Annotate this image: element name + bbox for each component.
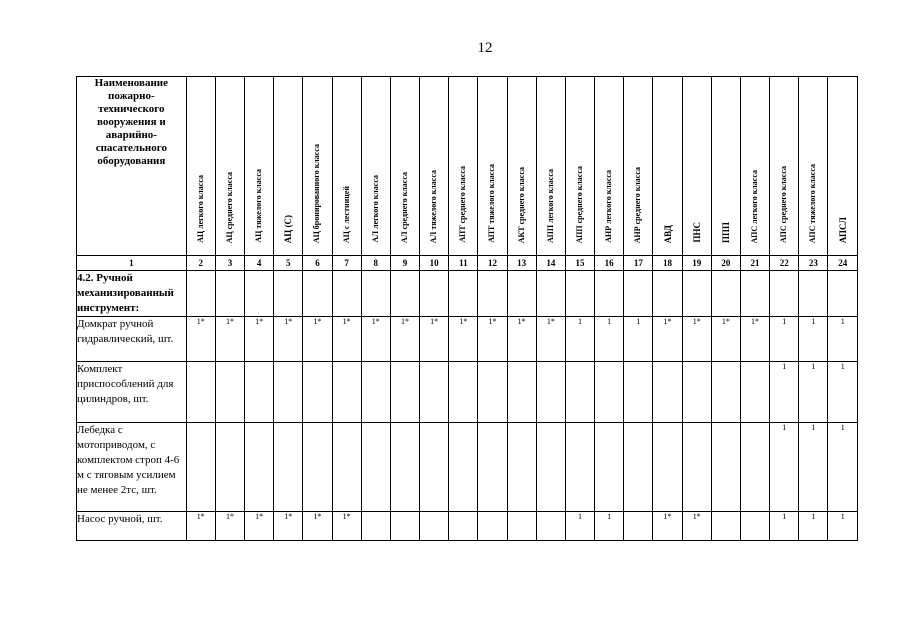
value-cell: 1* bbox=[536, 317, 565, 362]
value-cell: 1 bbox=[828, 512, 858, 541]
column-header-label: АЛ тяжелого класса bbox=[429, 169, 439, 243]
value-cell bbox=[770, 271, 799, 317]
column-number-row bbox=[77, 256, 858, 271]
column-number: 18 bbox=[653, 256, 682, 271]
value-cell bbox=[186, 362, 215, 423]
column-header bbox=[828, 77, 858, 256]
value-cell bbox=[799, 271, 828, 317]
value-cell: 1 bbox=[799, 423, 828, 512]
value-cell: 1* bbox=[332, 512, 361, 541]
value-cell bbox=[653, 271, 682, 317]
column-header bbox=[449, 77, 478, 256]
value-cell bbox=[624, 362, 653, 423]
value-cell bbox=[420, 362, 449, 423]
column-header-label: АЦ (С) bbox=[283, 214, 294, 243]
column-number: 15 bbox=[565, 256, 594, 271]
value-cell bbox=[245, 423, 274, 512]
column-header bbox=[595, 77, 624, 256]
column-number: 14 bbox=[536, 256, 565, 271]
table-row bbox=[77, 317, 858, 362]
column-header bbox=[245, 77, 274, 256]
value-cell bbox=[303, 423, 332, 512]
column-header-label: АНР среднего класса bbox=[633, 166, 643, 243]
column-number: 3 bbox=[215, 256, 244, 271]
column-header-label: АПП среднего класса bbox=[575, 165, 584, 243]
column-header bbox=[653, 77, 682, 256]
value-cell: 1* bbox=[478, 317, 507, 362]
value-cell: 1* bbox=[361, 317, 390, 362]
value-cell: 1* bbox=[303, 512, 332, 541]
value-cell: 1 bbox=[799, 512, 828, 541]
value-cell: 1* bbox=[215, 317, 244, 362]
value-cell bbox=[507, 362, 536, 423]
column-header bbox=[565, 77, 594, 256]
value-cell bbox=[624, 423, 653, 512]
value-cell: 1* bbox=[740, 317, 769, 362]
column-header-label: АПС среднего класса bbox=[779, 166, 789, 243]
page-number: 12 bbox=[477, 40, 493, 56]
column-number: 22 bbox=[770, 256, 799, 271]
column-number: 10 bbox=[420, 256, 449, 271]
value-cell bbox=[361, 271, 390, 317]
column-number: 12 bbox=[478, 256, 507, 271]
value-cell bbox=[274, 423, 303, 512]
value-cell: 1 bbox=[595, 317, 624, 362]
column-header bbox=[390, 77, 419, 256]
value-cell bbox=[595, 423, 624, 512]
value-cell: 1* bbox=[303, 317, 332, 362]
value-cell bbox=[215, 271, 244, 317]
column-header bbox=[215, 77, 244, 256]
value-cell: 1 bbox=[799, 362, 828, 423]
item-name-cell: Насос ручной, шт. bbox=[77, 512, 187, 541]
value-cell bbox=[565, 271, 594, 317]
column-number: 8 bbox=[361, 256, 390, 271]
value-cell bbox=[595, 271, 624, 317]
column-number: 19 bbox=[682, 256, 711, 271]
column-header bbox=[770, 77, 799, 256]
value-cell: 1* bbox=[215, 512, 244, 541]
value-cell bbox=[390, 512, 419, 541]
column-header-label: АЛ среднего класса bbox=[399, 171, 409, 243]
column-number: 11 bbox=[449, 256, 478, 271]
value-cell bbox=[361, 423, 390, 512]
column-header bbox=[507, 77, 536, 256]
column-header bbox=[682, 77, 711, 256]
value-cell bbox=[624, 512, 653, 541]
value-cell bbox=[507, 271, 536, 317]
value-cell: 1* bbox=[245, 317, 274, 362]
equipment-table bbox=[76, 76, 858, 541]
value-cell bbox=[478, 512, 507, 541]
value-cell bbox=[624, 271, 653, 317]
value-cell: 1 bbox=[770, 512, 799, 541]
header-name-cell: Наименование пожарно-технического вооружения и аварийно-спасательного оборудования bbox=[77, 77, 187, 256]
column-header bbox=[740, 77, 769, 256]
column-header-label: АЦ бронированного класса bbox=[312, 143, 322, 243]
column-header-label: ППП bbox=[720, 221, 731, 243]
column-header-label: АПСЛ bbox=[837, 216, 848, 243]
column-number: 4 bbox=[245, 256, 274, 271]
column-header-label: АЛ легкого класса bbox=[370, 175, 380, 243]
column-header-label: АЦ с лестницей bbox=[341, 185, 351, 243]
column-number: 13 bbox=[507, 256, 536, 271]
value-cell: 1* bbox=[653, 317, 682, 362]
value-cell bbox=[478, 362, 507, 423]
column-number: 23 bbox=[799, 256, 828, 271]
value-cell bbox=[303, 362, 332, 423]
value-cell bbox=[740, 362, 769, 423]
value-cell bbox=[507, 423, 536, 512]
value-cell: 1* bbox=[653, 512, 682, 541]
column-number: 5 bbox=[274, 256, 303, 271]
column-header bbox=[186, 77, 215, 256]
value-cell: 1* bbox=[449, 317, 478, 362]
value-cell: 1 bbox=[565, 317, 594, 362]
value-cell bbox=[478, 271, 507, 317]
header-row bbox=[77, 77, 858, 256]
column-number: 2 bbox=[186, 256, 215, 271]
value-cell: 1 bbox=[565, 512, 594, 541]
value-cell bbox=[711, 271, 740, 317]
value-cell bbox=[390, 271, 419, 317]
value-cell bbox=[420, 271, 449, 317]
value-cell bbox=[536, 271, 565, 317]
value-cell bbox=[332, 362, 361, 423]
table-row bbox=[77, 423, 858, 512]
value-cell bbox=[245, 271, 274, 317]
value-cell bbox=[390, 362, 419, 423]
value-cell bbox=[711, 362, 740, 423]
value-cell: 1 bbox=[770, 362, 799, 423]
value-cell bbox=[478, 423, 507, 512]
value-cell bbox=[332, 271, 361, 317]
column-number: 21 bbox=[740, 256, 769, 271]
value-cell bbox=[361, 512, 390, 541]
column-header bbox=[799, 77, 828, 256]
value-cell: 1 bbox=[799, 317, 828, 362]
data-rows bbox=[77, 271, 858, 541]
value-cell bbox=[653, 362, 682, 423]
column-number: 1 bbox=[77, 256, 187, 271]
column-number: 20 bbox=[711, 256, 740, 271]
value-cell: 1 bbox=[770, 423, 799, 512]
value-cell bbox=[682, 362, 711, 423]
column-header bbox=[332, 77, 361, 256]
value-cell bbox=[740, 423, 769, 512]
value-cell: 1* bbox=[682, 317, 711, 362]
value-cell bbox=[361, 362, 390, 423]
column-number: 6 bbox=[303, 256, 332, 271]
value-cell bbox=[595, 362, 624, 423]
table-row bbox=[77, 271, 858, 317]
value-cell bbox=[711, 423, 740, 512]
column-header-label: АНР легкого класса bbox=[604, 170, 614, 243]
column-header-label: АЦ легкого класса bbox=[195, 175, 205, 243]
value-cell bbox=[653, 423, 682, 512]
item-name-cell: Домкрат ручной гидравлический, шт. bbox=[77, 317, 187, 362]
value-cell bbox=[332, 423, 361, 512]
value-cell: 1* bbox=[682, 512, 711, 541]
value-cell: 1* bbox=[186, 512, 215, 541]
column-header-label: АПТ тяжелого класса bbox=[487, 164, 497, 243]
value-cell: 1* bbox=[186, 317, 215, 362]
value-cell: 1* bbox=[711, 317, 740, 362]
value-cell: 1 bbox=[828, 362, 858, 423]
column-header-label: АВД bbox=[662, 224, 673, 243]
value-cell bbox=[186, 271, 215, 317]
value-cell bbox=[274, 362, 303, 423]
value-cell: 1 bbox=[828, 423, 858, 512]
value-cell: 1* bbox=[420, 317, 449, 362]
value-cell bbox=[449, 362, 478, 423]
column-number: 17 bbox=[624, 256, 653, 271]
column-header-label: АЦ среднего класса bbox=[224, 171, 234, 243]
value-cell bbox=[536, 362, 565, 423]
value-cell bbox=[740, 512, 769, 541]
column-header bbox=[361, 77, 390, 256]
value-cell bbox=[565, 362, 594, 423]
value-cell bbox=[420, 512, 449, 541]
value-cell bbox=[303, 271, 332, 317]
item-name-cell: Комплект приспособлений для цилиндров, шт. bbox=[77, 362, 187, 423]
value-cell bbox=[186, 423, 215, 512]
value-cell bbox=[507, 512, 536, 541]
value-cell bbox=[711, 512, 740, 541]
value-cell bbox=[390, 423, 419, 512]
column-header-label: АКТ среднего класса bbox=[516, 166, 526, 243]
column-header bbox=[303, 77, 332, 256]
value-cell bbox=[565, 423, 594, 512]
value-cell bbox=[274, 271, 303, 317]
column-header bbox=[478, 77, 507, 256]
value-cell bbox=[449, 512, 478, 541]
value-cell: 1 bbox=[624, 317, 653, 362]
column-number: 9 bbox=[390, 256, 419, 271]
column-header-label: АПС тяжелого класса bbox=[808, 163, 818, 243]
value-cell: 1 bbox=[828, 317, 858, 362]
value-cell bbox=[215, 362, 244, 423]
column-header-label: АЦ тяжелого класса bbox=[254, 169, 264, 243]
table-row bbox=[77, 512, 858, 541]
column-header-label: АПТ среднего класса bbox=[458, 166, 468, 243]
item-name-cell: Лебедка с мотоприводом, с комплектом строп 4-6 м с тяговым усилием не менее 2тс, шт. bbox=[77, 423, 187, 512]
value-cell: 1* bbox=[507, 317, 536, 362]
value-cell bbox=[420, 423, 449, 512]
column-header bbox=[420, 77, 449, 256]
value-cell: 1* bbox=[274, 317, 303, 362]
value-cell bbox=[245, 362, 274, 423]
value-cell bbox=[215, 423, 244, 512]
value-cell: 1 bbox=[770, 317, 799, 362]
value-cell bbox=[536, 423, 565, 512]
table-row bbox=[77, 362, 858, 423]
column-header-label: ПНС bbox=[691, 222, 702, 243]
value-cell bbox=[828, 271, 858, 317]
column-header-label: АПП легкого класса bbox=[545, 169, 555, 243]
section-title-cell: 4.2. Ручной механизированный инструмент: bbox=[77, 271, 187, 317]
value-cell: 1* bbox=[274, 512, 303, 541]
column-number: 7 bbox=[332, 256, 361, 271]
column-header-label: АПС легкого класса bbox=[750, 169, 760, 243]
column-header bbox=[274, 77, 303, 256]
value-cell bbox=[449, 271, 478, 317]
column-number: 24 bbox=[828, 256, 858, 271]
value-cell bbox=[682, 423, 711, 512]
column-number: 16 bbox=[595, 256, 624, 271]
value-cell bbox=[740, 271, 769, 317]
value-cell bbox=[449, 423, 478, 512]
value-cell: 1* bbox=[390, 317, 419, 362]
value-cell: 1* bbox=[245, 512, 274, 541]
column-header bbox=[624, 77, 653, 256]
column-header bbox=[536, 77, 565, 256]
value-cell: 1 bbox=[595, 512, 624, 541]
value-cell bbox=[536, 512, 565, 541]
value-cell: 1* bbox=[332, 317, 361, 362]
value-cell bbox=[682, 271, 711, 317]
column-header bbox=[711, 77, 740, 256]
